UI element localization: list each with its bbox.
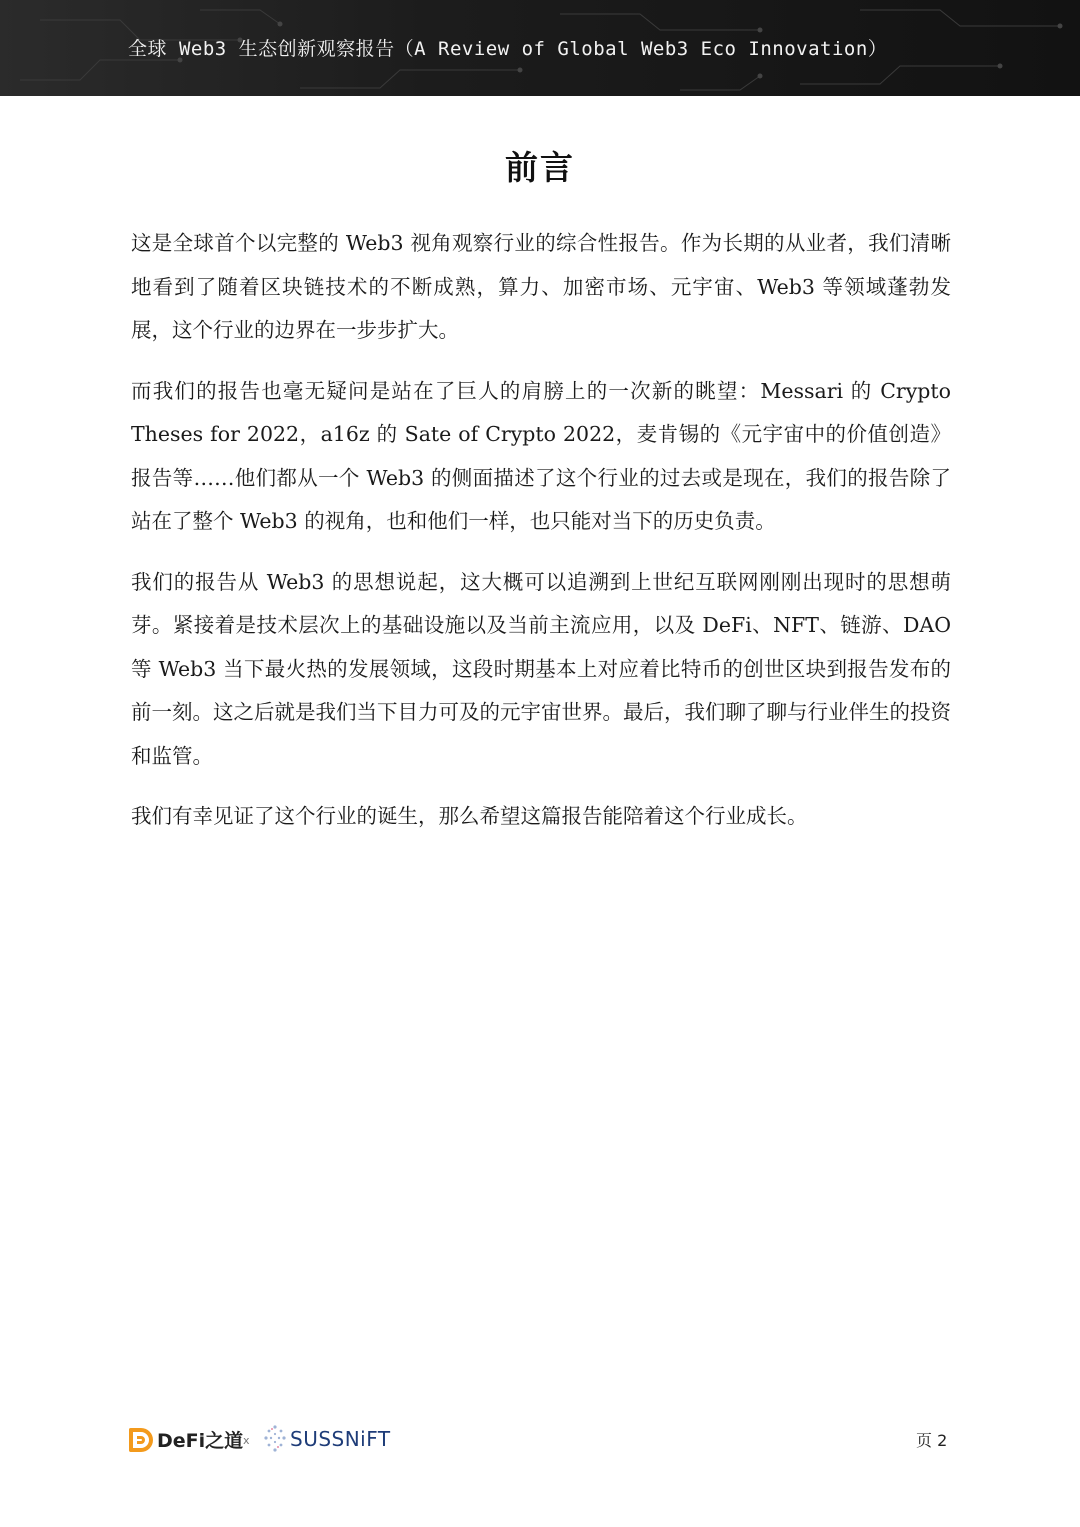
paragraph-4: 我们有幸见证了这个行业的诞生，那么希望这篇报告能陪着这个行业成长。 <box>131 804 808 828</box>
page-number: 页 2 <box>916 1431 948 1450</box>
header-title: 全球 Web3 生态创新观察报告（A Review of Global Web3 Eco Innovation） <box>128 38 888 60</box>
defi-logo <box>129 1426 243 1453</box>
defi-logo-icon <box>129 1428 153 1452</box>
sussnift-logo <box>262 1424 391 1454</box>
sussnift-logo-icon <box>262 1424 288 1454</box>
header-banner <box>0 0 1080 96</box>
paragraph-3: 我们的报告从 Web3 的思想说起，这大概可以追溯到上世纪互联网刚刚出现时的思想萌芽。紧接着是技术层次上的基础设施以及当前主流应用，以及 DeFi、NFT、链游、DAO 等 Web3 当下最火热的发展领域，这段时期基本上对应着比特币的创世区块到报告发布的前一刻。这之后就是我们当下目力可及的元宇宙世界。最后，我们聊了聊与行业伴生的投资和监管。 <box>131 569 951 768</box>
body-content <box>131 222 951 856</box>
paragraph-1: 这是全球首个以完整的 Web3 视角观察行业的综合性报告。作为长期的从业者，我们清晰地看到了随着区块链技术的不断成熟，算力、加密市场、元宇宙、Web3 等领域蓬勃发展，这个行业的边界在一步步扩大。 <box>131 231 951 342</box>
logo-separator: x <box>243 1434 250 1447</box>
sussnift-logo-text: SUSSNiFT <box>290 1427 391 1451</box>
paragraph-2: 而我们的报告也毫无疑问是站在了巨人的肩膀上的一次新的眺望：Messari 的 Crypto Theses for 2022，a16z 的 Sate of Crypto 2022，麦肯锡的《元宇宙中的价值创造》报告等……他们都从一个 Web3 的侧面描述了这个行业的过去或是现在，我们的报告除了站在了整个 Web3 的视角，也和他们一样，也只能对当下的历史负责。 <box>131 378 951 533</box>
footer <box>0 1416 1080 1466</box>
page-title: 前言 <box>505 148 575 187</box>
defi-logo-text: DeFi之道 <box>157 1430 244 1452</box>
